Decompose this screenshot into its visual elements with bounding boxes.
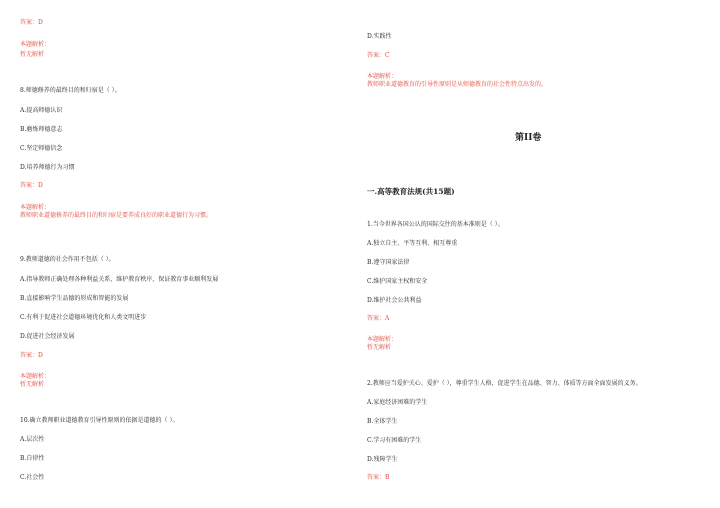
q10-answer: 答案：C (367, 52, 390, 59)
q10-stem: 10.确立教师职业道德教育引导性原则的依据是道德的（ ）。 (20, 417, 179, 424)
q10-option-a: A.层次性 (20, 436, 45, 443)
q9-analysis: 暂无解析 (20, 381, 45, 388)
q10-analysis-label: 本题解析： (367, 73, 398, 80)
q1-option-a: A.独立自主、平等互利、相互尊重 (367, 240, 458, 247)
q9-option-a: A.指导教师正确处理各种利益关系，维护教育秩序，保证教育事业顺利发展 (20, 276, 219, 283)
q1-option-d: D.维护社会公共利益 (367, 297, 422, 304)
q7-analysis-label: 本题解析： (20, 41, 51, 48)
q2-option-b: B.全体学生 (367, 418, 398, 425)
q9-option-c: C.有利于促进社会道德环境优化和人类文明进步 (20, 314, 147, 321)
q1-analysis: 暂无解析 (367, 344, 392, 351)
q2-option-a: A.家庭经济困难的学生 (367, 399, 428, 406)
q2-answer: 答案：B (367, 474, 390, 481)
q9-analysis-label: 本题解析： (20, 373, 51, 380)
q1-analysis-label: 本题解析： (367, 336, 398, 343)
q10-option-b: B.自律性 (20, 455, 45, 462)
q2-stem: 2.教师应当爱护关心、爱护（ ），尊重学生人格，促进学生在品德、智力、体质等方面全面发展的义务。 (367, 380, 642, 387)
q8-analysis-label: 本题解析： (20, 204, 51, 211)
q7-answer: 答案：D (20, 19, 43, 26)
q8-analysis: 教师职业道德修养的最终目的和归宿是要养成良好的职业道德行为习惯。 (20, 212, 213, 219)
q8-answer: 答案：D (20, 182, 43, 189)
q1-stem: 1.当今世界各国公认的国际交往的基本准则是（ ）。 (367, 221, 504, 228)
q1-option-b: B.遵守国家法律 (367, 259, 410, 266)
q9-stem: 9.教师道德的社会作用不包括（ ）。 (20, 256, 115, 263)
q8-option-c: C.坚定师德信念 (20, 145, 63, 152)
volume-title: 第II卷 (515, 133, 542, 143)
q8-stem: 8.师德修养的最终目的和归宿是（ ）。 (20, 87, 121, 94)
q1-answer: 答案：A (367, 315, 390, 322)
q9-option-d: D.促进社会经济发展 (20, 333, 75, 340)
q7-analysis: 暂无解析 (20, 51, 45, 58)
q1-option-c: C.维护国家主权和安全 (367, 278, 428, 285)
q8-option-a: A.提高师德认识 (20, 107, 63, 114)
section-title: 一.高等教育法规(共15题) (367, 187, 455, 196)
q9-answer: 答案：D (20, 352, 43, 359)
q10-analysis: 教师职业道德教育的引导性原则是从师德教育的社会性特点出发的。 (367, 81, 548, 88)
q8-option-d: D.培养师德行为习惯 (20, 164, 75, 171)
q10-option-c: C.社会性 (20, 474, 45, 481)
q2-option-c: C.学习有困难的学生 (367, 437, 422, 444)
q2-option-d: D.残障学生 (367, 456, 398, 463)
q10-option-d: D.实践性 (367, 33, 392, 40)
q9-option-b: B.直接影响学生品德的形成和智能的发展 (20, 295, 129, 302)
q8-option-b: B.磨炼师德意志 (20, 126, 63, 133)
